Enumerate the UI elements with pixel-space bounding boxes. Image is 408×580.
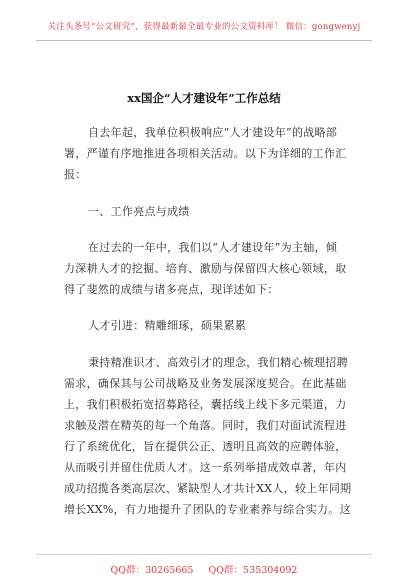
paragraph-line: 力深耕人才的挖掘、培育、激励与保留四大核心领域，取 — [64, 262, 347, 275]
paragraph-line: 上，我们积极拓宽招募路径，囊括线上线下多元渠道，力 — [64, 398, 347, 411]
paragraph-line: 增长XX%，有力地提升了团队的专业素养与综合实力。这 — [64, 503, 351, 516]
paragraph-line: 自去年起，我单位积极响应“人才建设年”的战略部 — [88, 126, 338, 139]
paragraph-line: 行了系统优化，旨在提供公正、透明且高效的应聘体验， — [64, 440, 347, 453]
header-divider — [36, 40, 372, 41]
paragraph-line: 署，严谨有序地推进各项相关活动。以下为详细的工作汇 — [64, 147, 347, 160]
qq-group-2: QQ群：535304092 — [208, 565, 298, 576]
paragraph-line: 在过去的一年中，我们以“人才建设年”为主轴，倾 — [88, 241, 338, 254]
paragraph-line: 求触及潜在精英的每一个角落。同时，我们对面试流程进 — [64, 419, 347, 432]
document-title: xx国企“人才建设年”工作总结 — [127, 91, 281, 105]
paragraph-line: 得了斐然的成绩与诸多亮点，现详述如下： — [64, 283, 279, 296]
section-heading: 一、工作亮点与成绩 — [88, 205, 190, 218]
paragraph-line: 成功招揽各类高层次、紧缺型人才共计XX人，较上年同期 — [64, 482, 352, 495]
qq-group-1: QQ群：30265665 — [110, 565, 194, 576]
paragraph-line: 需求，确保其与公司战略及业务发展深度契合。在此基础 — [64, 377, 347, 390]
footer-contact — [0, 562, 408, 576]
footer-divider — [36, 554, 372, 555]
subsection-heading: 人才引进：精雕细琢，硕果累累 — [88, 319, 247, 332]
paragraph-line: 从而吸引并留住优质人才。这一系列举措成效卓著，年内 — [64, 461, 347, 474]
paragraph-line: 报： — [64, 168, 87, 181]
paragraph-line: 秉持精准识才、高效引才的理念，我们精心梳理招聘 — [88, 356, 348, 369]
promo-banner: 关注头条号“公文研究”，获得最新最全最专业的公文资料库！ 微信：gongwenyj — [47, 22, 361, 32]
